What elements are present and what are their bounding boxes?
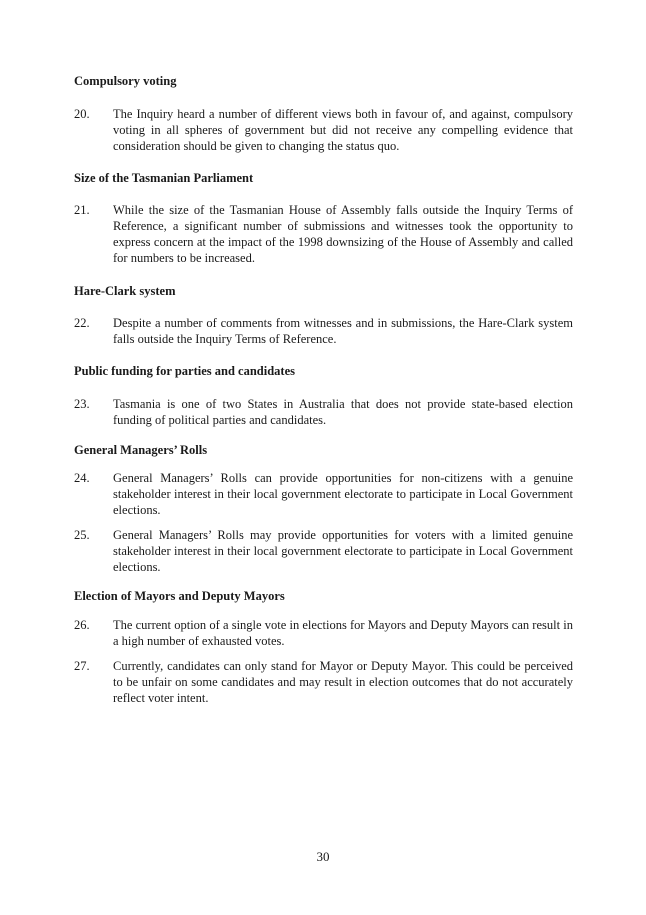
paragraph-23 — [74, 396, 573, 428]
paragraph-number: 27. — [74, 659, 90, 673]
paragraph-text: Despite a number of comments from witnesses and in submissions, the Hare-Clark system falls outside the Inquiry Terms of Reference. — [113, 316, 573, 346]
paragraph-number: 22. — [74, 316, 90, 330]
section-heading-hare-clark: Hare-Clark system — [74, 284, 176, 298]
paragraph-text: General Managers’ Rolls can provide opportunities for non-citizens with a genuine stakeholder interest in their local government electorate to participate in Local Government elections. — [113, 471, 573, 517]
paragraph-26 — [74, 617, 573, 649]
section-heading-public-funding: Public funding for parties and candidates — [74, 364, 295, 378]
section-heading-general-managers-rolls: General Managers’ Rolls — [74, 443, 208, 457]
section-heading-election-of-mayors: Election of Mayors and Deputy Mayors — [74, 589, 285, 603]
section-heading-compulsory-voting: Compulsory voting — [74, 74, 177, 88]
section-heading-size-of-parliament: Size of the Tasmanian Parliament — [74, 171, 254, 185]
paragraph-text: The Inquiry heard a number of different views both in favour of, and against, compulsory voting in all spheres of government but did not receive any compelling evidence that consideration should be given to changing the status quo. — [113, 107, 573, 153]
paragraph-text: The current option of a single vote in elections for Mayors and Deputy Mayors can result in a high number of exhausted votes. — [113, 618, 573, 648]
paragraph-number: 24. — [74, 471, 90, 485]
paragraph-text: While the size of the Tasmanian House of Assembly falls outside the Inquiry Terms of Reference, a significant number of submissions and witnesses took the opportunity to express concern at the impact of the 1998 downsizing of the House of Assembly and called for numbers to be increased. — [113, 203, 573, 265]
paragraph-27 — [74, 658, 573, 706]
paragraph-20 — [74, 106, 573, 154]
page-number: 30 — [316, 849, 330, 864]
paragraph-number: 23. — [74, 397, 90, 411]
paragraph-number: 20. — [74, 107, 90, 121]
paragraph-text: Tasmania is one of two States in Australia that does not provide state-based election funding of political parties and candidates. — [113, 397, 573, 427]
paragraph-text: General Managers’ Rolls may provide opportunities for voters with a limited genuine stakeholder interest in their local government electorate to participate in Local Government elections. — [113, 528, 573, 574]
paragraph-22 — [74, 315, 573, 347]
paragraph-number: 26. — [74, 618, 90, 632]
paragraph-24 — [74, 470, 573, 518]
paragraph-21 — [74, 202, 573, 266]
paragraph-25 — [74, 527, 573, 575]
paragraph-number: 21. — [74, 203, 90, 217]
paragraph-text: Currently, candidates can only stand for Mayor or Deputy Mayor. This could be perceived to be unfair on some candidates and may result in election outcomes that do not accurately reflect voter intent. — [113, 659, 573, 705]
paragraph-number: 25. — [74, 528, 90, 542]
